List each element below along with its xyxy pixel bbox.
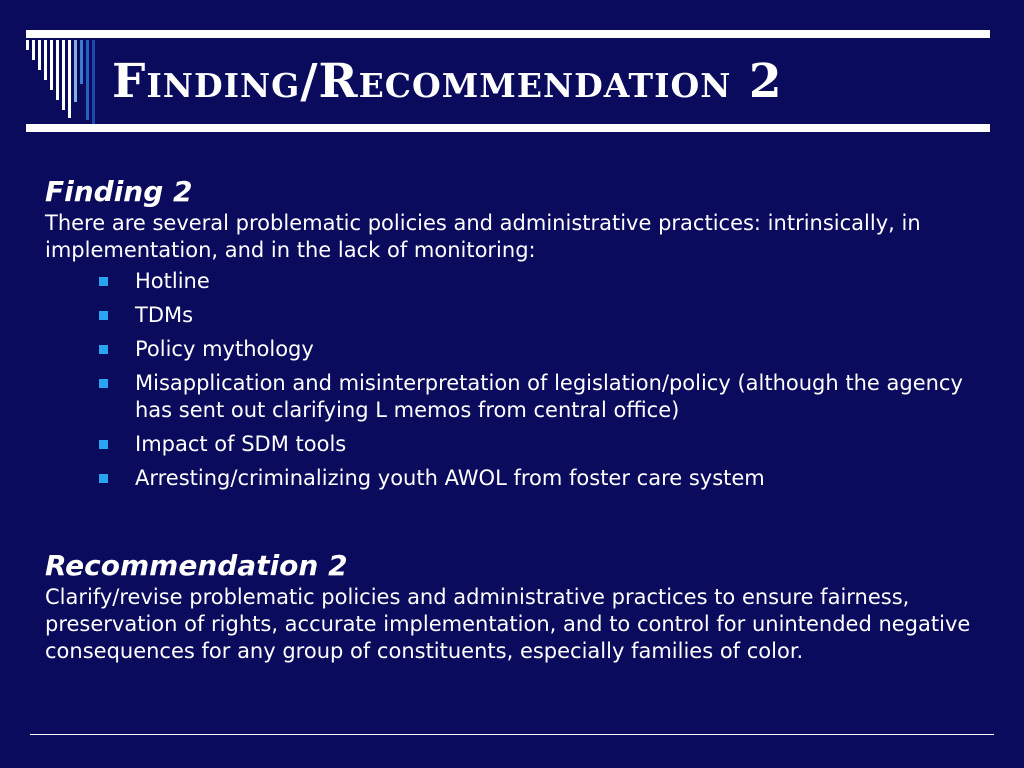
square-bullet-icon — [99, 379, 108, 388]
bullet-text: TDMs — [135, 303, 194, 327]
finding-section — [45, 174, 985, 499]
finding-heading: Finding 2 — [45, 175, 193, 208]
square-bullet-icon — [99, 311, 108, 320]
list-item — [97, 268, 985, 295]
finding-bullet-list — [45, 268, 985, 492]
recommendation-section — [45, 548, 985, 665]
square-bullet-icon — [99, 345, 108, 354]
square-bullet-icon — [99, 474, 108, 483]
list-item — [97, 370, 985, 424]
recommendation-heading: Recommendation 2 — [45, 549, 348, 582]
list-item — [97, 431, 985, 458]
list-item — [97, 336, 985, 363]
bullet-text: Hotline — [135, 269, 210, 293]
bullet-text: Misapplication and misinterpretation of legislation/policy (although the agency has sent out clarifying L memos from central office) — [135, 371, 963, 422]
striped-decoration-icon — [26, 40, 96, 124]
list-item — [97, 465, 985, 492]
title-rule-bottom — [26, 124, 990, 132]
bullet-text: Arresting/criminalizing youth AWOL from foster care system — [135, 466, 765, 490]
list-item — [97, 302, 985, 329]
finding-intro: There are several problematic policies and administrative practices: intrinsically, in implementation, and in the lack of monitoring: — [45, 211, 921, 262]
bullet-text: Policy mythology — [135, 337, 314, 361]
square-bullet-icon — [99, 440, 108, 449]
slide-title: Finding/Recommendation 2 — [112, 54, 783, 109]
footer-divider — [30, 734, 994, 735]
title-rule-top — [26, 30, 990, 38]
recommendation-body: Clarify/revise problematic policies and administrative practices to ensure fairness, preservation of rights, accurate implementation, and to control for unintended negative consequences for any group of constituents, especially families of color. — [45, 585, 971, 663]
bullet-text: Impact of SDM tools — [135, 432, 347, 456]
square-bullet-icon — [99, 277, 108, 286]
